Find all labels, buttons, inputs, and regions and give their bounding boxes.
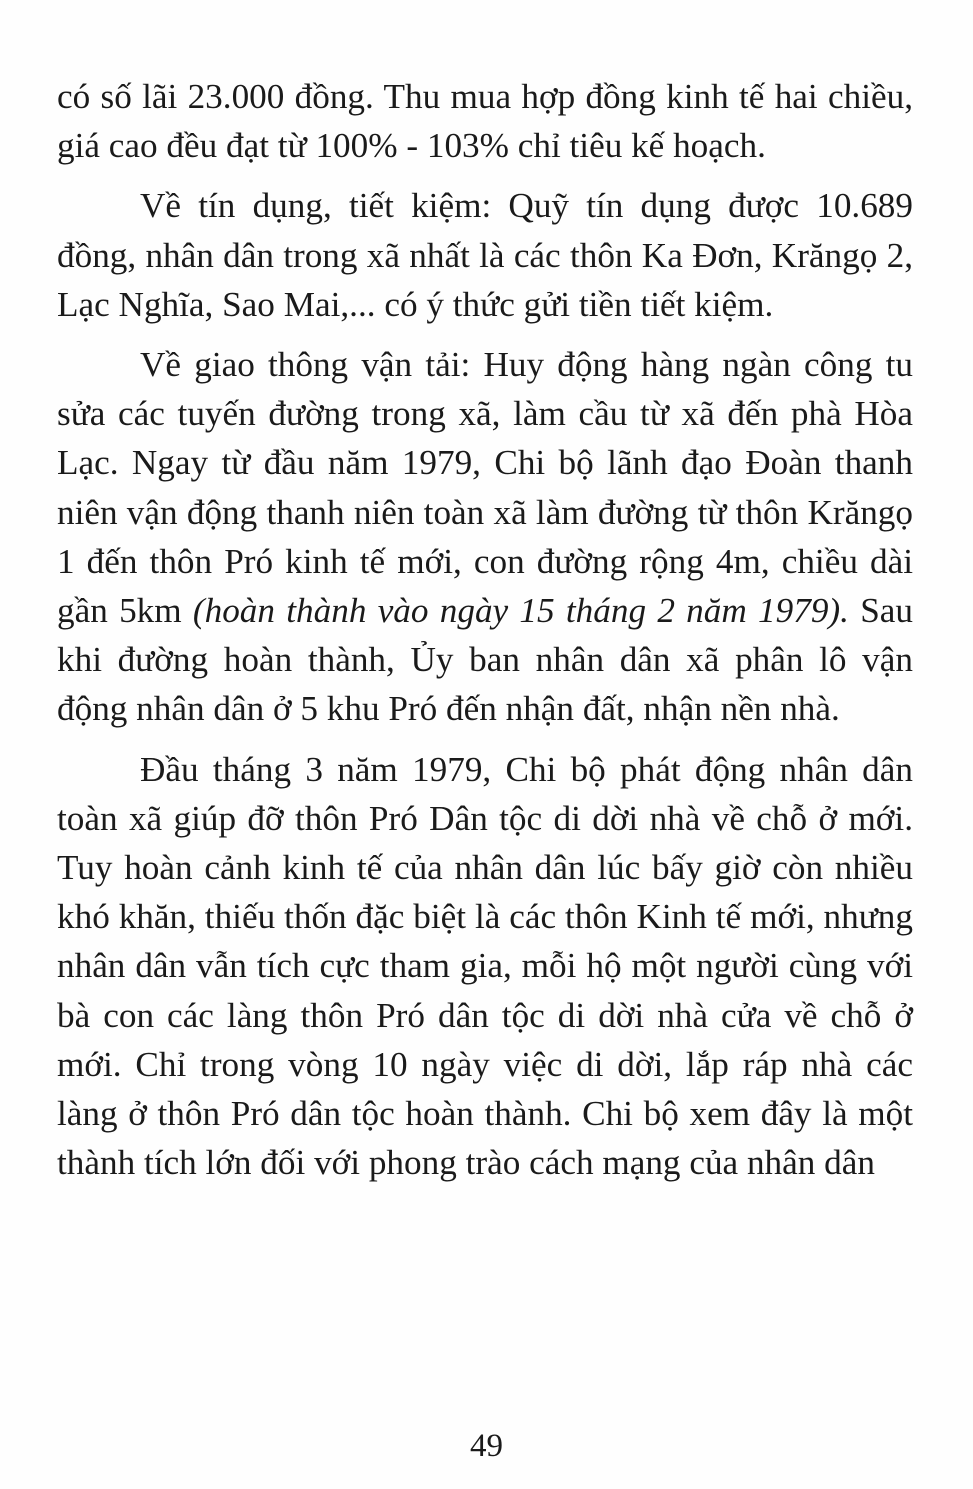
body-text <box>57 72 913 1198</box>
paragraph-sales-results <box>57 72 913 170</box>
paragraph-transport <box>57 340 913 734</box>
paragraph-credit-savings <box>57 181 913 329</box>
page-number: 49 <box>470 1428 503 1464</box>
paragraph-text-after: Sau khi đường hoàn thành, Ủy ban nhân dân xã phân lô vận động nhân dân ở 5 khu Pró đến nhận đất, nhận nền nhà. <box>57 591 913 729</box>
paragraph-text: có số lãi 23.000 đồng. Thu mua hợp đồng kinh tế hai chiều, giá cao đều đạt từ 100% - 103% chỉ tiêu kế hoạch. <box>57 77 913 166</box>
paragraph-text: Về tín dụng, tiết kiệm: Quỹ tín dụng được 10.689 đồng, nhân dân trong xã nhất là các thôn Ka Đơn, Krăngọ 2, Lạc Nghĩa, Sao Mai,... có ý thức gửi tiền tiết kiệm. <box>57 186 913 324</box>
paragraph-text-italic: (hoàn thành vào ngày 15 tháng 2 năm 1979). <box>192 591 849 631</box>
paragraph-relocation <box>57 745 913 1188</box>
paragraph-text-before: Về giao thông vận tải: Huy động hàng ngàn công tu sửa các tuyến đường trong xã, làm cầu từ xã đến phà Hòa Lạc. Ngay từ đầu năm 1979, Chi bộ lãnh đạo Đoàn thanh niên vận động thanh niên toàn xã làm đường từ thôn Krăngọ 1 đến thôn Pró kinh tế mới, con đường rộng 4m, chiều dài gần 5km <box>57 345 913 631</box>
paragraph-text: Đầu tháng 3 năm 1979, Chi bộ phát động nhân dân toàn xã giúp đỡ thôn Pró Dân tộc di dời nhà về chỗ ở mới. Tuy hoàn cảnh kinh tế của nhân dân lúc bấy giờ còn nhiều khó khăn, thiếu thốn đặc biệt là các thôn Kinh tế mới, nhưng nhân dân vẫn tích cực tham gia, mỗi hộ một người cùng với bà con các làng thôn Pró dân tộc di dời nhà cửa về chỗ ở mới. Chỉ trong vòng 10 ngày việc di dời, lắp ráp nhà các làng ở thôn Pró dân tộc hoàn thành. Chi bộ xem đây là một thành tích lớn đối với phong trào cách mạng của nhân dân <box>57 749 913 1183</box>
